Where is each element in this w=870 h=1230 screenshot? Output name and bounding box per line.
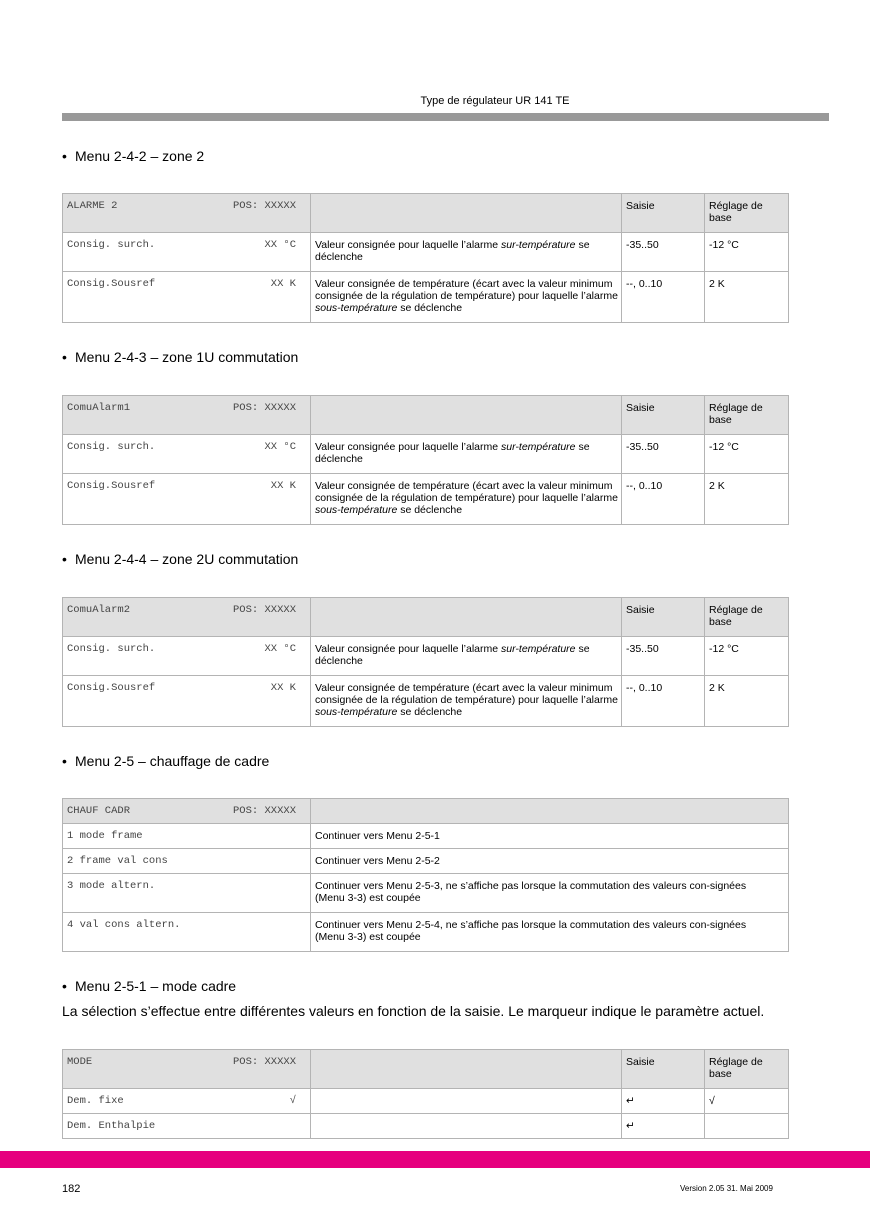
enter-icon: ↵ — [626, 1095, 635, 1107]
submenu-label: 4 val cons altern. — [67, 919, 181, 931]
menu-name: ComuAlarm1 — [67, 402, 131, 414]
section-heading-text: Menu 2-4-4 – zone 2U commutation — [75, 551, 299, 567]
menu-name: ALARME 2 — [67, 200, 118, 212]
param-description: Valeur consignée pour laquelle l’alarme sur-température se déclenche — [315, 643, 590, 667]
enter-icon: ↵ — [626, 1120, 635, 1132]
submenu-label: 1 mode frame — [67, 830, 143, 842]
reglage-header: Réglage de base — [709, 402, 763, 426]
header-divider — [62, 113, 829, 121]
param-label: Consig.Sousref — [67, 682, 156, 694]
table-row — [63, 1114, 789, 1139]
table-row — [63, 1089, 789, 1114]
menu-table — [62, 798, 789, 952]
param-description: Valeur consignée pour laquelle l’alarme sur-température se déclenche — [315, 441, 590, 465]
section-heading: • Menu 2-4-3 – zone 1U commutation — [62, 349, 299, 365]
intro-paragraph: La sélection s’effectue entre différentes valeurs en fonction de la saisie. Le marqueur indique le paramètre actuel. — [62, 1003, 765, 1019]
table-row — [63, 824, 789, 849]
param-default: -12 °C — [709, 441, 739, 453]
section-heading-text: Menu 2-4-2 – zone 2 — [75, 148, 205, 164]
option-label: Dem. fixe — [67, 1095, 124, 1107]
param-label: Consig. surch. — [67, 643, 156, 655]
param-default: -12 °C — [709, 643, 739, 655]
saisie-header: Saisie — [626, 604, 655, 616]
pos-label: POS: XXXXX — [232, 604, 296, 616]
reglage-header: Réglage de base — [709, 200, 763, 224]
param-value: XX K — [270, 480, 296, 492]
menu-table — [62, 1049, 789, 1139]
submenu-label: 3 mode altern. — [67, 880, 156, 892]
param-value: XX °C — [264, 643, 296, 655]
submenu-description: Continuer vers Menu 2-5-3, ne s’affiche pas lorsque la commutation des valeurs con-signées (Menu 3-3) est coupée — [315, 880, 747, 904]
param-default: 2 K — [709, 682, 725, 694]
section-heading: • Menu 2-5 – chauffage de cadre — [62, 753, 270, 769]
menu-table — [62, 395, 789, 525]
table-row — [63, 435, 789, 474]
submenu-description: Continuer vers Menu 2-5-1 — [315, 830, 440, 842]
table-row — [63, 913, 789, 952]
param-value: XX °C — [264, 441, 296, 453]
menu-name: ComuAlarm2 — [67, 604, 131, 616]
saisie-header: Saisie — [626, 402, 655, 414]
menu-name: CHAUF CADR — [67, 805, 131, 817]
checkmark-icon: √ — [289, 1095, 296, 1107]
param-description: Valeur consignée de température (écart avec la valeur minimum consignée de la régulation de température) pour laquelle l’alarme sous-température se déclenche — [315, 682, 618, 718]
param-description: Valeur consignée de température (écart avec la valeur minimum consignée de la régulation de température) pour laquelle l’alarme sous-température se déclenche — [315, 480, 618, 516]
pos-label: POS: XXXXX — [232, 200, 296, 212]
menu-table — [62, 597, 789, 727]
option-label: Dem. Enthalpie — [67, 1120, 156, 1132]
reglage-header: Réglage de base — [709, 1056, 763, 1080]
param-value: XX °C — [264, 239, 296, 251]
param-description: Valeur consignée pour laquelle l’alarme sur-température se déclenche — [315, 239, 590, 263]
section-heading: • Menu 2-4-4 – zone 2U commutation — [62, 551, 299, 567]
param-default: -12 °C — [709, 239, 739, 251]
param-default: 2 K — [709, 278, 725, 290]
param-range: -35..50 — [626, 239, 659, 251]
version-info: Version 2.05 31. Mai 2009 — [680, 1184, 773, 1193]
param-value: XX K — [270, 682, 296, 694]
menu-table — [62, 193, 789, 323]
pos-label: POS: XXXXX — [232, 1056, 296, 1068]
section-heading-text: Menu 2-5-1 – mode cadre — [75, 978, 237, 994]
submenu-description: Continuer vers Menu 2-5-2 — [315, 855, 440, 867]
param-label: Consig. surch. — [67, 239, 156, 251]
table-row — [63, 474, 789, 525]
footer-accent-bar — [0, 1151, 870, 1168]
menu-name: MODE — [67, 1056, 93, 1068]
table-row — [63, 233, 789, 272]
param-description: Valeur consignée de température (écart avec la valeur minimum consignée de la régulation de température) pour laquelle l’alarme sous-température se déclenche — [315, 278, 618, 314]
table-row — [63, 874, 789, 913]
param-label: Consig.Sousref — [67, 480, 156, 492]
param-range: --, 0..10 — [626, 480, 663, 492]
section-heading-text: Menu 2-4-3 – zone 1U commutation — [75, 349, 299, 365]
param-default: 2 K — [709, 480, 725, 492]
param-range: --, 0..10 — [626, 278, 663, 290]
pos-label: POS: XXXXX — [232, 402, 296, 414]
submenu-description: Continuer vers Menu 2-5-4, ne s’affiche pas lorsque la commutation des valeurs con-signées (Menu 3-3) est coupée — [315, 919, 747, 943]
checkmark-icon: √ — [709, 1095, 715, 1107]
page-number: 182 — [62, 1183, 81, 1195]
table-row — [63, 676, 789, 727]
section-heading-text: Menu 2-5 – chauffage de cadre — [75, 753, 270, 769]
table-row — [63, 849, 789, 874]
param-label: Consig. surch. — [67, 441, 156, 453]
saisie-header: Saisie — [626, 200, 655, 212]
param-range: --, 0..10 — [626, 682, 663, 694]
param-range: -35..50 — [626, 643, 659, 655]
param-default — [705, 1114, 788, 1124]
submenu-label: 2 frame val cons — [67, 855, 168, 867]
table-row — [63, 637, 789, 676]
param-label: Consig.Sousref — [67, 278, 156, 290]
param-value: XX K — [270, 278, 296, 290]
table-row — [63, 272, 789, 323]
pos-label: POS: XXXXX — [232, 805, 296, 817]
document-title: Type de régulateur UR 141 TE — [420, 95, 570, 107]
param-range: -35..50 — [626, 441, 659, 453]
section-heading: • Menu 2-4-2 – zone 2 — [62, 148, 205, 164]
section-heading: • Menu 2-5-1 – mode cadre — [62, 978, 237, 994]
saisie-header: Saisie — [626, 1056, 655, 1068]
reglage-header: Réglage de base — [709, 604, 763, 628]
